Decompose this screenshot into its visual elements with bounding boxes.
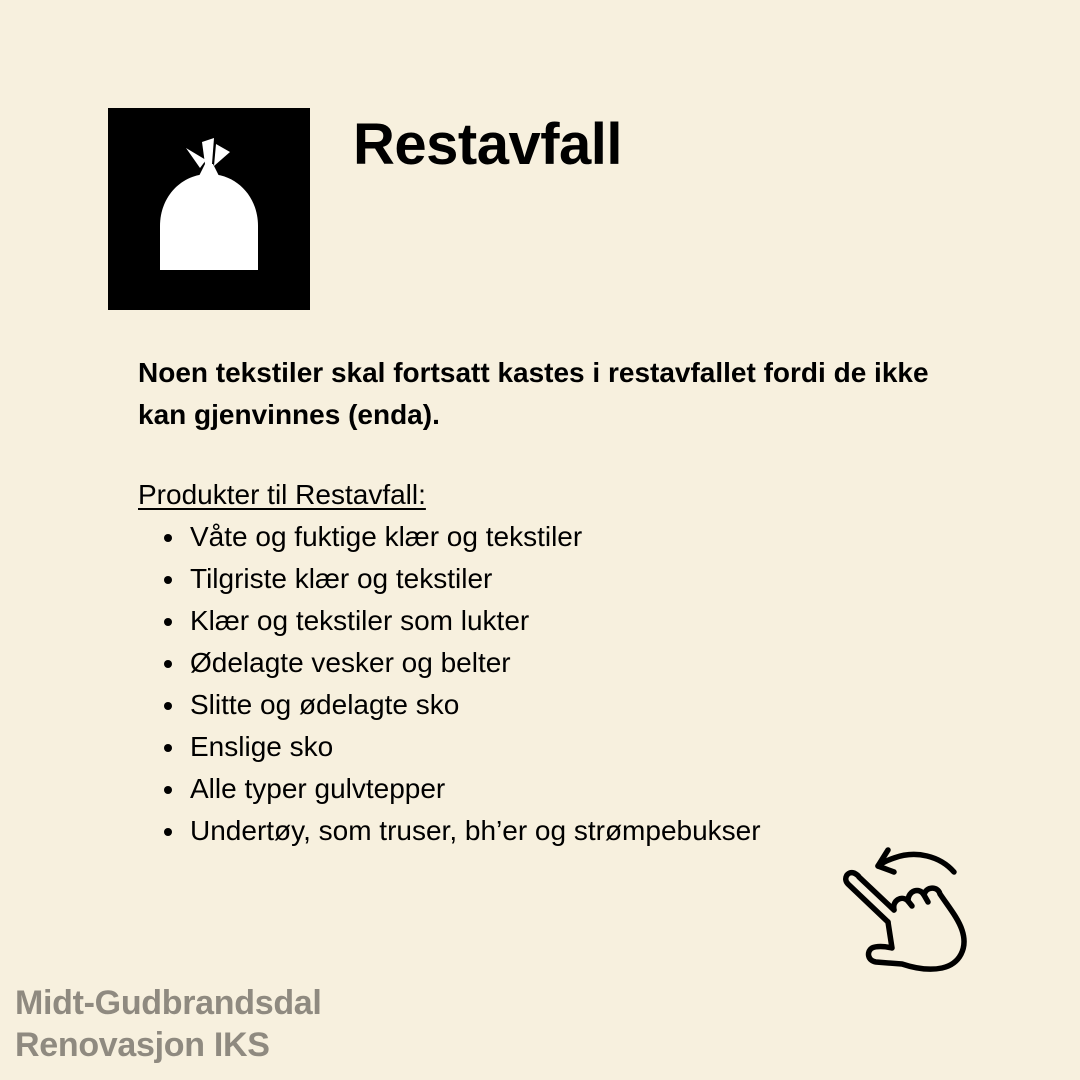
logo-line-1: Midt-Gudbrandsdal [15,984,322,1022]
page-title: Restavfall [353,112,623,177]
list-item [138,768,761,810]
product-list [138,516,761,852]
list-item-label: Klær og tekstiler som lukter [190,605,530,636]
list-item [138,684,761,726]
bullet-icon [164,660,172,668]
list-item [138,516,761,558]
list-item [138,558,761,600]
list-item-label: Undertøy, som truser, bh’er og strømpebukser [190,815,761,846]
organization-logo [15,982,322,1066]
product-list-heading: Produkter til Restavfall: [138,479,426,510]
list-item-label: Slitte og ødelagte sko [190,689,460,720]
swipe-hand-icon[interactable] [836,840,976,980]
bullet-icon [164,576,172,584]
list-item-label: Enslige sko [190,731,334,762]
intro-text: Noen tekstiler skal fortsatt kastes i restavfallet fordi de ikke kan gjenvinnes (enda). [138,357,929,430]
bullet-icon [164,744,172,752]
logo-line-2: Renovasjon IKS [15,1026,270,1064]
list-item-label: Ødelagte vesker og belter [190,647,511,678]
bullet-icon [164,702,172,710]
bullet-icon [164,786,172,794]
list-item-label: Alle typer gulvtepper [190,773,446,804]
list-item-label: Våte og fuktige klær og tekstiler [190,521,583,552]
bullet-icon [164,618,172,626]
restavfall-icon-tile [108,108,310,310]
trash-bag-icon [108,108,310,310]
list-item [138,726,761,768]
bullet-icon [164,828,172,836]
list-item [138,600,761,642]
list-item [138,810,761,852]
bullet-icon [164,534,172,542]
list-item [138,642,761,684]
list-item-label: Tilgriste klær og tekstiler [190,563,493,594]
